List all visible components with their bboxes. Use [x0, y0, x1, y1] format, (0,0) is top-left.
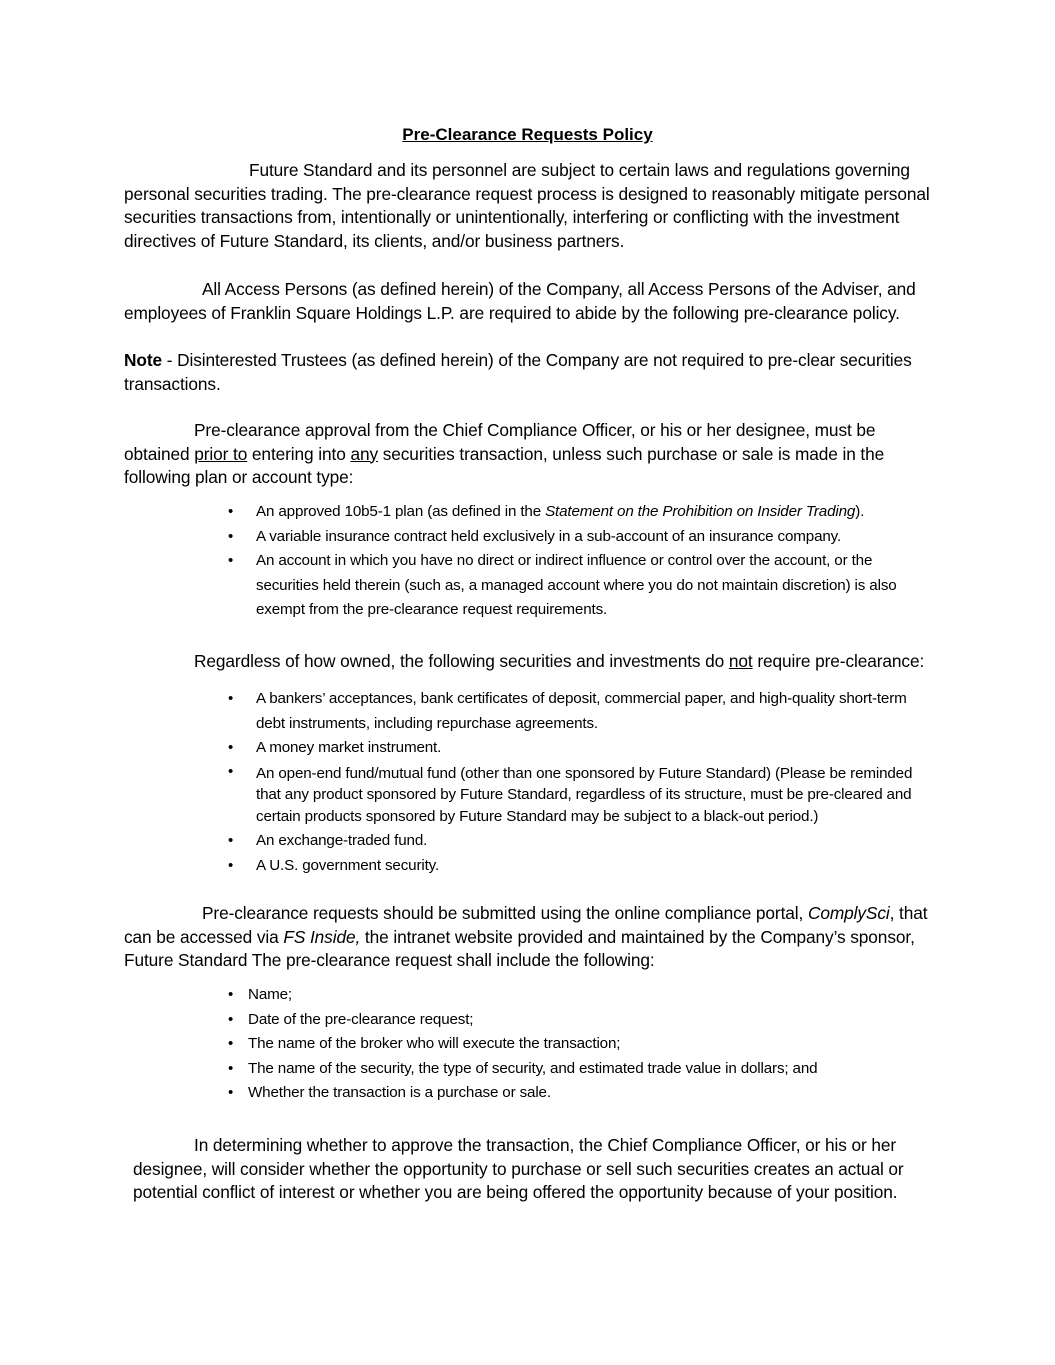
submission-paragraph: [124, 902, 934, 973]
list-item: • Whether the transaction is a purchase or sale.: [228, 1081, 933, 1106]
submission-text-b: , that can be accessed via: [124, 903, 928, 947]
list-item: • A U.S. government security.: [228, 854, 933, 879]
complysci-name: ComplySci: [807, 903, 890, 923]
access-persons-text: All Access Persons (as defined herein) of the Company, all Access Persons of the Adviser, and employees of Franklin Square Holdings L.P. are required to abide by the following pre-clearance policy.: [124, 279, 916, 323]
submission-text-c: the intranet website provided and maintained by the Company’s sponsor, Future Standard The pre-clearance request shall include the following:: [124, 926, 915, 971]
access-persons-paragraph: [124, 278, 934, 325]
preclearance-text-b: entering into: [247, 443, 351, 464]
list-item: • A money market instrument.: [228, 736, 933, 761]
insider-trading-statement-title: Statement on the Prohibition on Insider Trading: [545, 503, 856, 520]
any-emphasis: any: [350, 443, 379, 464]
list-item: • The name of the security, the type of security, and estimated trade value in dollars; and: [228, 1057, 933, 1082]
list-item: • A variable insurance contract held exclusively in a sub-account of an insurance company.: [228, 525, 933, 550]
exempt-account-list: [228, 500, 933, 623]
intro-paragraph: [124, 159, 934, 253]
preclearance-paragraph: [124, 419, 934, 490]
submission-text-a: Pre-clearance requests should be submitted using the online compliance portal,: [202, 903, 808, 923]
list-item: • Name;: [228, 983, 933, 1008]
determination-paragraph: [133, 1134, 923, 1205]
no-preclearance-list: [228, 687, 933, 878]
not-emphasis: not: [728, 651, 753, 671]
list-item: • The name of the broker who will execute the transaction;: [228, 1032, 933, 1057]
prior-to-emphasis: prior to: [194, 443, 248, 464]
not-required-text-a: Regardless of how owned, the following securities and investments do: [194, 651, 729, 671]
list-item: [228, 500, 933, 525]
page-title: Pre-Clearance Requests Policy: [402, 125, 653, 144]
note-text: - Disinterested Trustees (as defined herein) of the Company are not required to pre-clear securities transactions.: [124, 350, 912, 394]
intro-text: Future Standard and its personnel are subject to certain laws and regulations governing personal securities trading. The pre-clearance request process is designed to reasonably mitigate personal securities transactions from, intentionally or unintentionally, interfering or conflicting with the investment directives of Future Standard, its clients, and/or business partners.: [124, 160, 930, 251]
list-item: • An exchange-traded fund.: [228, 829, 933, 854]
list-item-text: An approved 10b5-1 plan (as defined in the: [256, 503, 546, 520]
list-item-text: ).: [855, 503, 865, 520]
preclearance-text-c: securities transaction, unless such purchase or sale is made in the following plan or account type:: [124, 443, 885, 488]
list-item: • An open-end fund/mutual fund (other than one sponsored by Future Standard) (Please be reminded that any product sponsored by Future Standard, regardless of its structure, must be pre-cleared and certain products sponsored by Future Standard may be subject to a black-out period.): [228, 761, 933, 830]
determination-text: In determining whether to approve the transaction, the Chief Compliance Officer, or his or her designee, will consider whether the opportunity to purchase or sell such securities creates an actual or potential conflict of interest or whether you are being offered the opportunity because of your position.: [133, 1135, 904, 1203]
request-contents-list: [228, 983, 933, 1106]
not-required-paragraph: [194, 650, 934, 674]
list-item: • An account in which you have no direct or indirect influence or control over the account, or the securities held therein (such as, a managed account where you do not maintain discretion) is also exempt from the pre-clearance request requirements.: [228, 549, 933, 623]
preclearance-text-a: Pre-clearance approval from the Chief Compliance Officer, or his or her designee, must be obtained: [124, 420, 876, 464]
list-item: • A bankers’ acceptances, bank certificates of deposit, commercial paper, and high-quality short-term debt instruments, including repurchase agreements.: [228, 687, 933, 736]
not-required-text-b: require pre-clearance:: [752, 651, 925, 671]
note-paragraph: [124, 349, 934, 396]
list-item: • Date of the pre-clearance request;: [228, 1008, 933, 1033]
fs-inside-name: FS Inside,: [283, 926, 361, 947]
note-label: Note: [124, 350, 163, 370]
